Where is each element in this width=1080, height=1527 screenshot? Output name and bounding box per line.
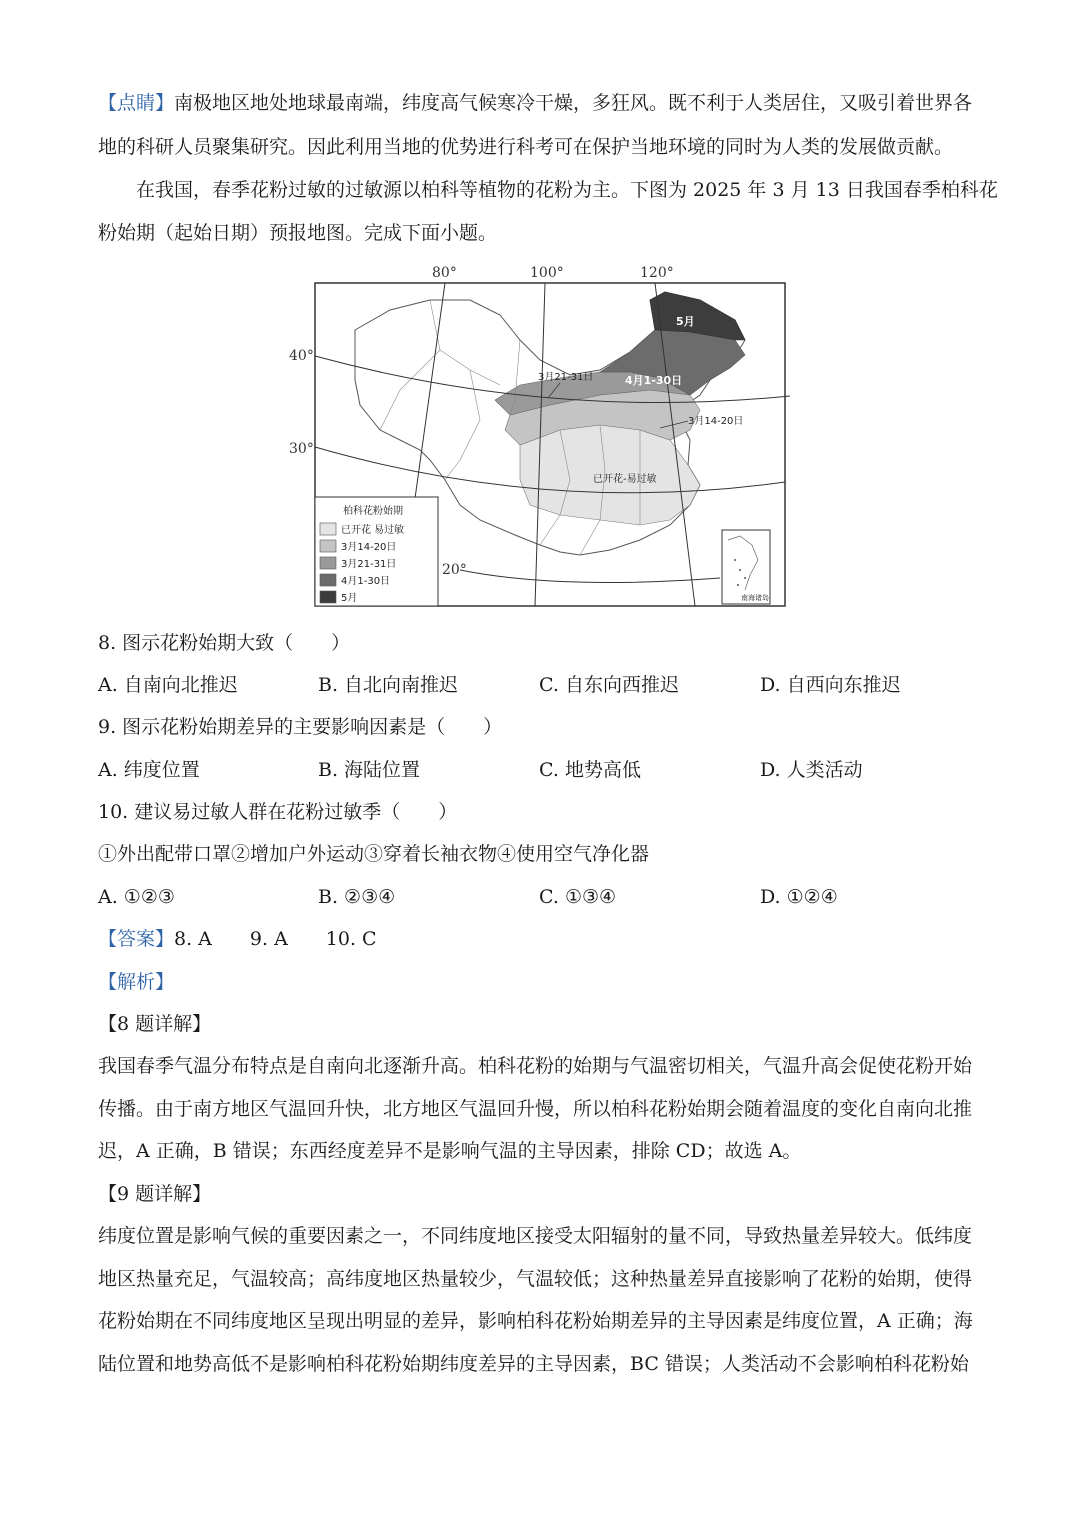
legend-label-open: 已开花 易过敏 <box>341 525 405 536</box>
q8-option-b: B. 自北向南推迟 <box>318 674 459 696</box>
region-label-may: 5月 <box>676 315 695 328</box>
q10-option-c: C. ①③④ <box>539 886 617 908</box>
q10-option-b: B. ②③④ <box>318 886 396 908</box>
legend-swatch-mar14 <box>320 540 336 552</box>
legend-label-may: 5月 <box>341 593 358 604</box>
q8-option-c: C. 自东向西推迟 <box>539 674 679 696</box>
answer-9: 9. A <box>249 928 288 950</box>
lat-label-20: 20° <box>442 562 467 578</box>
legend-swatch-mar21 <box>320 557 336 569</box>
answer-10: 10. C <box>325 928 377 950</box>
lon-label-80: 80° <box>432 265 457 281</box>
intro-line-1: 在我国，春季花粉过敏的过敏源以柏科等植物的花粉为主。下图为 2025 年 3 月 13 日我国春季柏科花 <box>136 179 998 201</box>
answer-8: 8. A <box>174 928 212 950</box>
q9-stem: 9. 图示花粉始期差异的主要影响因素是（ ） <box>98 716 503 738</box>
legend-swatch-may <box>320 591 336 603</box>
legend-label-mar14: 3月14-20日 <box>341 542 397 553</box>
q9-option-b: B. 海陆位置 <box>318 759 421 781</box>
detail9-line-1: 纬度位置是影响气候的重要因素之一，不同纬度地区接受太阳辐射的量不同，导致热量差异较大。低纬度 <box>98 1225 973 1247</box>
detail8-tag: 【8 题详解】 <box>98 1013 212 1035</box>
q8-option-d: D. 自西向东推迟 <box>760 674 901 696</box>
q8-option-a: A. 自南向北推迟 <box>98 674 238 696</box>
analysis-tag: 【解析】 <box>98 971 175 993</box>
dianjing-tag: 【点睛】 <box>98 92 175 114</box>
intro-line-2: 粉始期（起始日期）预报地图。完成下面小题。 <box>98 222 498 244</box>
inset-label: 南海诸岛 <box>741 594 769 602</box>
q10-stem: 10. 建议易过敏人群在花粉过敏季（ ） <box>98 801 458 823</box>
lon-label-120: 120° <box>640 265 674 281</box>
legend-title: 柏科花粉始期 <box>343 506 403 517</box>
legend-label-apr: 4月1-30日 <box>341 576 391 587</box>
q9-option-a: A. 纬度位置 <box>98 759 200 781</box>
q8-stem: 8. 图示花粉始期大致（ ） <box>98 632 351 654</box>
detail9-line-4: 陆位置和地势高低不是影响柏科花粉始期纬度差异的主导因素，BC 错误；人类活动不会影响柏科花粉始 <box>98 1353 969 1375</box>
answer-line <box>98 926 377 952</box>
dianjing-line-1: 【点睛】南极地区地处地球最南端，纬度高气候寒冷干燥，多狂风。既不利于人类居住，又吸引着世界各 <box>98 92 973 114</box>
pollen-map <box>0 0 1080 620</box>
region-label-apr: 4月1-30日 <box>625 374 683 387</box>
legend-label-mar21: 3月21-31日 <box>341 559 397 570</box>
legend-swatch-apr <box>320 574 336 586</box>
lat-label-30: 30° <box>289 441 314 457</box>
lat-label-40: 40° <box>289 348 314 364</box>
q10-option-d: D. ①②④ <box>760 886 838 908</box>
q10-option-a: A. ①②③ <box>98 886 175 908</box>
region-label-open: 已开花-易过敏 <box>593 474 657 485</box>
lon-label-100: 100° <box>530 265 564 281</box>
region-label-mar14: 3月14-20日 <box>688 416 744 427</box>
q9-option-d: D. 人类活动 <box>760 759 863 781</box>
q9-option-c: C. 地势高低 <box>539 759 641 781</box>
detail8-line-2: 传播。由于南方地区气温回升快，北方地区气温回升慢，所以柏科花粉始期会随着温度的变化自南向北推 <box>98 1098 973 1120</box>
region-label-mar21: 3月21-31日 <box>538 372 594 383</box>
legend-swatch-open <box>320 523 336 535</box>
dianjing-line-2: 地的科研人员聚集研究。因此利用当地的优势进行科考可在保护当地环境的同时为人类的发展做贡献。 <box>98 136 954 158</box>
inset-box <box>722 530 770 604</box>
q10-statements: ①外出配带口罩②增加户外运动③穿着长袖衣物④使用空气净化器 <box>98 843 650 865</box>
detail8-line-3: 迟，A 正确，B 错误；东西经度差异不是影响气温的主导因素，排除 CD；故选 A。 <box>98 1140 802 1162</box>
detail8-line-1: 我国春季气温分布特点是自南向北逐渐升高。柏科花粉的始期与气温密切相关，气温升高会促使花粉开始 <box>98 1055 973 1077</box>
answer-tag: 【答案】 <box>98 928 175 950</box>
detail9-tag: 【9 题详解】 <box>98 1183 212 1205</box>
detail9-line-3: 花粉始期在不同纬度地区呈现出明显的差异，影响柏科花粉始期差异的主导因素是纬度位置，A 正确；海 <box>98 1310 973 1332</box>
detail9-line-2: 地区热量充足，气温较高；高纬度地区热量较少，气温较低；这种热量差异直接影响了花粉的始期，使得 <box>98 1268 973 1290</box>
